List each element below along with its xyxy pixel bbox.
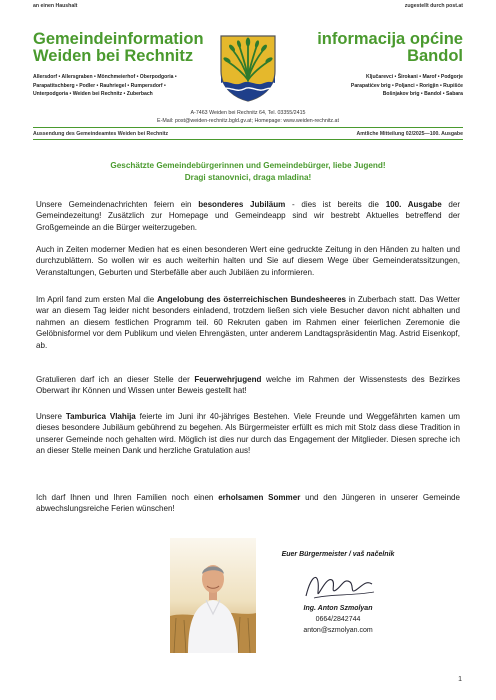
masthead-title-german — [33, 31, 204, 65]
body-text: Unsere Gemeindenachrichten feiern ein — [36, 200, 199, 209]
body-text: Gratulieren darf ich an dieser Stelle der — [36, 375, 195, 384]
masthead-title-croatian-line1: informacija općine — [317, 30, 463, 48]
body-text: - dies ist bereits die — [285, 200, 386, 209]
distribution-note: an einen Haushalt — [33, 3, 78, 9]
paragraph-fire-youth — [36, 374, 460, 397]
emphasis-text: besonderes Jubiläum — [198, 200, 286, 209]
signature-email: anton@szmolyan.com — [303, 627, 373, 634]
issuer-note: Aussendung des Gemeindeamtes Weiden bei Rechnitz — [33, 131, 169, 137]
place-list-line: Parapatitschberg • Podler • Rauhriegel • Rumpersdorf • — [33, 82, 166, 89]
paragraph-swearing-in — [36, 294, 460, 351]
office-address: A-7463 Weiden bei Rechnitz 64, Tel. 03355/2415 — [190, 110, 306, 116]
municipal-crest-icon — [218, 33, 278, 103]
place-list-german — [33, 73, 177, 99]
paragraph-summer-wishes — [36, 492, 460, 515]
header-divider — [33, 127, 463, 128]
emphasis-text: Tamburica Vlahija — [65, 412, 136, 421]
place-list-line: Unterpodgoria • Weiden bei Rechnitz • Zuberbach — [33, 91, 153, 98]
place-list-croatian — [351, 73, 463, 99]
masthead-title-croatian — [317, 31, 463, 65]
masthead-title-croatian-line2: Bandol — [407, 47, 463, 65]
masthead-title-german-line2: Weiden bei Rechnitz — [33, 47, 194, 65]
emphasis-text: 100. Ausgabe — [385, 200, 442, 209]
body-text: Ich darf Ihnen und Ihren Familien noch einen — [36, 493, 219, 502]
body-text: und den Jüngeren in unserer Gemeinde abwechslungsreiche Ferien wünschen! — [36, 493, 461, 514]
body-text: welche im Rahmen der Wissenstests des Bezirkes Oberwart ihr Können und Wissen unter Beweis gestellt hat! — [36, 375, 460, 396]
body-text: Im April fand zum ersten Mal die — [36, 295, 158, 304]
issue-number: Amtliche Mitteilung 02/2025—100. Ausgabe — [356, 131, 463, 137]
page-number: 1 — [458, 676, 462, 683]
mayor-photo — [170, 538, 256, 653]
body-text: Auch in Zeiten moderner Medien hat es einen besonderen Wert eine gedruckte Zeitung in den Händen zu halten und durchzublättern. So wollen wir es auch weiterhin halten und Sie auf diesem Wege über Gemeinderatssitzungen, Veranstaltungen, Geburten und Sterbefälle aber auch Jubiläen zu informieren. — [36, 245, 460, 277]
place-list-line: Bošnjakov brig • Bandol • Sabara — [382, 91, 463, 98]
masthead-title-german-line1: Gemeindeinformation — [33, 30, 204, 48]
subheader-divider — [33, 139, 463, 140]
place-list-line: Parapatićev brig • Poljanci • Rorigjin • Rupišće — [350, 82, 463, 89]
signature-phone: 0664/2842744 — [315, 616, 361, 623]
office-contact: E-Mail: post@weiden-rechnitz.bgld.gv.at; Homepage: www.weiden-rechnitz.at — [157, 118, 339, 124]
body-text: in Zuberbach statt. Das Wetter war an diesem Tag leider nicht besonders einladend, trotzdem ließen sich viele Besucher davon nicht abhalten und nahmen an diesem festlichen Programm teil. 60 Rekruten gaben im Rahmen einer feierlichen Zeremonie die Gelöbnisformel vor dem Publikum und vielen Ehrengästen, unter anderem Landtagspräsidentin Mag. Astrid Eisenkopf, ab. — [36, 295, 460, 350]
emphasis-text: Angelobung des österreichischen Bundesheeres — [157, 295, 347, 304]
body-text: der Gemeindezeitung! Zusätzlich zur Homepage und Gemeindeapp sind wir bestrebt Aktuelles betreffend der Großgemeinde an die Bürger weiterzugeben. — [36, 200, 460, 232]
paragraph-print-value — [36, 244, 460, 278]
delivery-note: zugestellt durch post.at — [404, 3, 463, 9]
greeting-german: Geschätzte Gemeindebürgerinnen und Gemeindebürger, liebe Jugend! — [110, 161, 386, 170]
body-text: Unsere — [36, 412, 66, 421]
paragraph-anniversary — [36, 199, 460, 233]
signature-title: Euer Bürgermeister / vaš načelnik — [281, 551, 395, 558]
greeting-croatian: Dragi stanovnici, draga mladina! — [184, 173, 312, 182]
body-text: feierte im Juni ihr 40-jähriges Bestehen. Viele Freunde und Weggefährten kamen um dieses besondere Jubiläum gebührend zu begehen. Als Bürgermeister erfüllt es mich mit Stolz dass diese Tradition in unserer Gemeinde noch gehalten wird. Möglich ist dies nur durch das Engagement der Mitglieder. Diesen spreche ich an dieser Stelle meinen Dank und herzliche Gratulation aus! — [36, 412, 460, 456]
paragraph-tamburica — [36, 411, 460, 457]
place-list-line: Allersdorf • Allersgraben • Mönchmeierhof • Oberpodgoria • — [33, 74, 177, 80]
place-list-line: Ključarevci • Širokani • Marof • Podgorje — [365, 74, 463, 80]
emphasis-text: erholsamen Sommer — [218, 493, 301, 502]
handwritten-signature — [300, 566, 380, 604]
signature-name: Ing. Anton Szmolyan — [303, 605, 373, 612]
emphasis-text: Feuerwehrjugend — [194, 375, 262, 384]
